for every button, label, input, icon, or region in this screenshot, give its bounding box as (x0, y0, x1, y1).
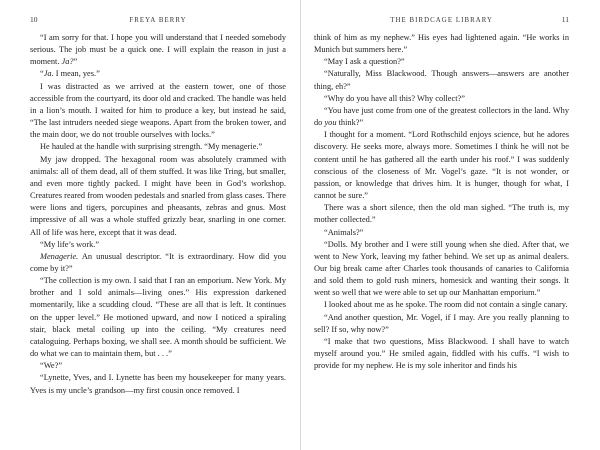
right-page (300, 0, 600, 450)
italic-text: Ja. (43, 69, 54, 79)
text-segment: “And another question, Mr. Vogel, if I may. Are you really planning to sell? If so, why now?” (314, 312, 569, 334)
left-page-text (30, 32, 286, 397)
paragraph (314, 202, 569, 226)
italic-text: Ja? (61, 57, 74, 67)
paragraph (314, 105, 569, 129)
left-page-header (30, 0, 286, 24)
paragraph (30, 372, 286, 396)
text-segment: “I am sorry for that. I hope you will understand that I needed somebody serious. The job must be a quick one. I will explain the reason in just a moment. (30, 33, 286, 67)
text-segment: “You have just come from one of the greatest collectors in the land. Why do (314, 105, 569, 128)
left-running-head: FREYA BERRY (129, 17, 187, 24)
left-page-number: 10 (30, 15, 38, 24)
italic-text: you (324, 118, 337, 128)
text-segment: I thought for a moment. “Lord Rothschild enjoys science, but he adores discovery. He seeks more, always more. Sometimes I think he will not be content until he has gathered all the earth under his roof.” I was suddenly conscious of the closeness of Mr. Vogel’s gaze. “It is not wonder, or passion, or knowledge that drives him. It is hunger, though for what, I cannot be sure.” (314, 130, 569, 201)
paragraph (314, 93, 569, 105)
paragraph (30, 141, 286, 153)
right-page-header (314, 0, 569, 24)
paragraph (30, 81, 286, 142)
right-page-number: 11 (561, 15, 569, 24)
text-segment: “Naturally, Miss Blackwood. Though answers—answers are another thing, eh?” (314, 69, 569, 91)
paragraph (314, 227, 569, 239)
right-page-text (314, 32, 569, 372)
paragraph (314, 32, 569, 56)
paragraph (30, 251, 286, 275)
paragraph (30, 275, 286, 360)
paragraph (314, 239, 569, 300)
text-segment: “I make that two questions, Miss Blackwood. I shall have to watch myself around you.” He smiled again, fiddled with his cuffs. “I wish to provide for my nephew. He is my sole inheritor and finds his (314, 336, 569, 371)
text-segment: “Why do you have all this? Why collect?” (324, 93, 465, 103)
paragraph (314, 68, 569, 92)
text-segment: ” (73, 57, 78, 67)
paragraph (314, 56, 569, 68)
text-segment: “The collection is my own. I said that I ran an emporium. New York. My brother and I sold animals—living ones.” His expression darkened momentarily, like a scudding cloud. “These are all that is left. It continues on the upper level.” He motioned upward, and now I noticed a spiraling stair, black metal coiling up into the ceiling. “My creatures need cataloguing. Perhaps boxing, we shall see. A month should be sufficient. We do what we can to maintain them, but . . .” (30, 276, 286, 359)
text-segment: “We?” (40, 361, 63, 371)
text-segment: think of him as my nephew.” His eyes had lightened again. “He works in Munich but summers here.” (314, 33, 569, 55)
paragraph (314, 129, 569, 202)
paragraph (30, 360, 286, 372)
right-running-head: THE BIRDCAGE LIBRARY (390, 17, 494, 24)
paragraph (30, 239, 286, 251)
text-segment: “My life’s work.” (40, 239, 100, 249)
paragraph (30, 68, 286, 80)
text-segment: “May I ask a question?” (324, 57, 405, 67)
text-segment: I was distracted as we arrived at the eastern tower, one of those accessible from the courtyard, its door old and cracked. The handle was held in a lion’s mouth. I waited for him to produce a key, but instead he said, “The last intruders needed siege weapons. Apart from the broken tower, and the main door, we do not trouble ourselves with locks.” (30, 81, 286, 140)
text-segment: “Dolls. My brother and I were still young when she died. After that, we went to New York, leaving my father behind. We set up as animal dealers. Our big break came after Charles took thousands of canaries to California and sold them to gold rush miners, homesick and wanting their songs. It went so well that we were able to set up our Manhattan emporium.” (314, 239, 569, 298)
text-segment: There was a short silence, then the old man sighed. “The truth is, my mother collected.” (314, 203, 569, 225)
text-segment: think?” (336, 118, 364, 128)
paragraph (30, 154, 286, 239)
text-segment: I looked about me as he spoke. The room did not contain a single canary. (324, 300, 568, 310)
text-segment: I mean, yes.” (53, 69, 100, 79)
text-segment: “ (40, 69, 44, 79)
text-segment: An unusual descriptor. “It is extraordinary. How did you come by it?” (30, 251, 286, 273)
paragraph (314, 299, 569, 311)
paragraph (314, 312, 569, 336)
paragraph (314, 336, 569, 372)
text-segment: “Animals?” (324, 227, 364, 237)
text-segment: He hauled at the handle with surprising strength. “My menagerie.” (40, 142, 263, 152)
text-segment: My jaw dropped. The hexagonal room was absolutely crammed with animals: all of them dead, all of them stuffed. It was like Tring, but smaller, and even more tightly packed. I might have been in God’s workshop. Creatures reared from wooden pedestals and snarled from glass cases. There were lions and tigers, porcupines and pheasants, zebras and gnus. Most impressive of all was a whole stuffed grizzly bear, snarling in one corner. All of life was here, except that it was dead. (30, 154, 286, 237)
text-segment: “Lynette, Yves, and I. Lynette has been my housekeeper for many years. Yves is my uncle’s grandson—my first cousin once removed. I (30, 373, 286, 395)
italic-text: Menagerie. (40, 251, 79, 261)
paragraph (30, 32, 286, 68)
